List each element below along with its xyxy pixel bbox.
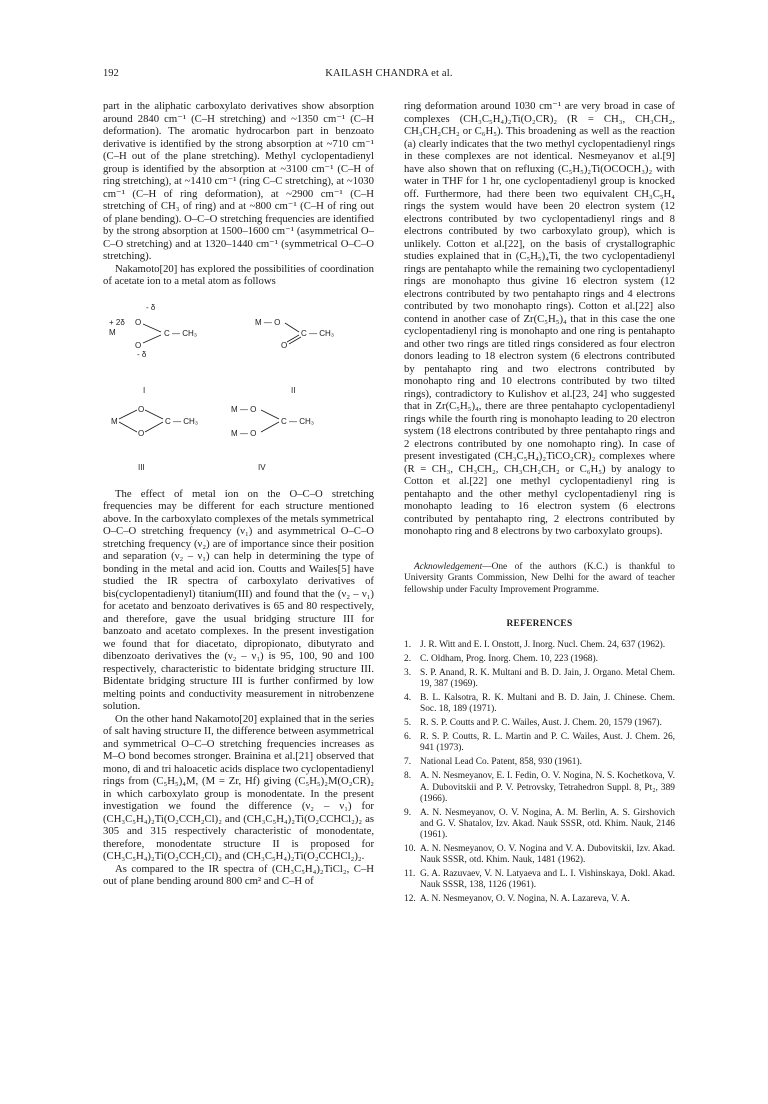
bond-o-c-bottom bbox=[143, 335, 161, 343]
reference-number: 5. bbox=[404, 718, 412, 729]
bond-m-o-top bbox=[119, 410, 137, 419]
reference-text: C. Oldham, Prog. Inorg. Chem. 10, 223 (1968). bbox=[420, 653, 598, 664]
reference-item bbox=[404, 771, 675, 804]
reference-number: 7. bbox=[404, 757, 412, 768]
reference-number: 12. bbox=[404, 894, 416, 905]
references-heading: REFERENCES bbox=[506, 619, 573, 629]
structure-ii bbox=[255, 318, 334, 395]
reference-item bbox=[404, 654, 675, 665]
acknowledgement-heading: Acknowledgement bbox=[414, 561, 483, 572]
reference-text: National Lead Co. Patent, 858, 930 (1961). bbox=[420, 757, 582, 768]
double-bond-2 bbox=[289, 337, 301, 344]
reference-item bbox=[404, 693, 675, 715]
bond-m-o-bottom bbox=[119, 422, 137, 432]
bond-o-c-top bbox=[143, 324, 161, 332]
bond-o-c-top bbox=[145, 410, 163, 419]
reference-number: 6. bbox=[404, 732, 412, 743]
structure-i bbox=[109, 303, 197, 395]
bond-o-c-top bbox=[261, 410, 279, 419]
reference-text: J. R. Witt and E. I. Onstott, J. Inorg. Nucl. Chem. 24, 637 (1962). bbox=[420, 639, 666, 650]
reference-text: S. P. Anand, R. K. Multani and B. D. Jain, J. Organo. Metal Chem. 19, 387 (1969). bbox=[420, 667, 675, 689]
numeral-iii: III bbox=[138, 462, 145, 472]
reference-number: 3. bbox=[404, 667, 412, 678]
acknowledgement-text: —One of the authors (K.C.) is thankful to University Grants Commission, New Delhi for the award of teacher fellowship under Faculty Improvement Programme. bbox=[404, 561, 675, 595]
reference-number: 9. bbox=[404, 807, 412, 818]
structure-iii bbox=[111, 405, 198, 472]
reference-number: 1. bbox=[404, 639, 412, 650]
reference-item bbox=[404, 757, 675, 768]
reference-text: R. S. P. Coutts, R. L. Martin and P. C. Wailes, Aust. J. Chem. 26, 941 (1973). bbox=[420, 732, 675, 754]
reference-text: A. N. Nesmeyanov, O. V. Nogina and V. A. Dubovitskii, Izv. Akad. Nauk SSSR, otd. Khim. Nauk, 1481 (1962). bbox=[420, 844, 675, 866]
oxygen-bottom: O bbox=[138, 428, 145, 438]
reference-number: 10. bbox=[404, 844, 416, 854]
metal-oxygen-bond: M — O bbox=[255, 317, 281, 327]
reference-item bbox=[404, 808, 675, 841]
reference-number: 11. bbox=[404, 869, 416, 880]
paragraph-nakamoto-intro: Nakamoto[20] has explored the possibilities of coordination of acetate ion to a metal atom as follows bbox=[103, 262, 374, 287]
running-head bbox=[103, 68, 675, 82]
metal-label: M bbox=[111, 416, 118, 426]
reference-number: 2. bbox=[404, 653, 412, 664]
reference-text: A. N. Nesmeyanov, O. V. Nogina, N. A. Lazareva, V. A. bbox=[420, 894, 630, 905]
acetyl-group: C — CH₃ bbox=[281, 416, 315, 426]
reference-text: A. N. Nesmeyanov, O. V. Nogina, A. M. Berlin, A. S. Girshovich and G. V. Shatalov, Izv. Akad. Nauk SSSR, otd. Khim. Nauk, 2146 (1961). bbox=[420, 807, 675, 840]
page-number: 192 bbox=[103, 68, 119, 79]
structures-diagram bbox=[103, 298, 374, 476]
left-column bbox=[103, 100, 374, 888]
reference-item bbox=[404, 732, 675, 754]
paragraph-ring-deformation: ring deformation around 1030 cm⁻¹ are very broad in case of complexes (CH₃C₅H₄)₂Ti(O₂CR)₂ (R = CH₃, CH₃CH₂, CH₃CH₂CH₂ or C₆H₅). This broadening as well as the reaction (a) clearly indicates that the two methyl cyclopentadienyl rings in these complexes are not identical. Nesmeyanov et al.[9] have also shown that on refluxing (C₅H₅)₂Ti(OCOCH₃)₂ with water in THF for 1 hr, one cyclopentadienyl group is knocked off. Furthermore, had there been two equivalent CH₃C₅H₄ rings the system would have been 20 electron system (12 electrons contributed by two cyclopentadienyl rings and 8 electrons contributed by two carboxylato group), which is unlikely. Cotton et al.[22], on the basis of crystallographic studies explained that in (C₅H₅)₄Ti, the two cyclopentadienyl rings are pentahapto while the remaining two cyclopentadienyl rings are monohapto thus givine 16 electron system (12 electrons contributed by two pentahapto rings and 4 electrons contributed by two monohapto rings). Cotton et al.[22] also contend in another case of Zr(C₅H₅)₄ that in this case the one cyclopentadienyl ring is monohapto and one ring is pentahapto and other two rings are titled rings considered as four electron donors leading to 18 electron system (6 electrons contributed by pentahapto ring and two electrons contributed by monohapto ring and 10 electrons contributed by two tilted rings), contradictory to Kulishov et al.[23, 24] who suggested that in Zr(C₅H₅)₄, there are three pentahapto cyclopentadienyl rings while the fourth ring is monohapto leading to 20 electron system (18 electrons contributed by three pentahapto rings and 2 electrons contributed by one nomohapto ring). In case of present investigated (CH₃C₅H₄)₂TiCO₂CR)₂ complexes where (R = CH₃, CH₃CH₂, CH₃CH₂CH₂ or C₆H₅) by analogy to Cotton et al.[22] one methyl cyclopentadienyl ring is pentahapto and the other methyl cyclopentadienyl ring is monohapto leading to 16 electron system (6 electrons contributed by pentahapto ring, 2 electrons contributed by monohapto ring and 8 electrons by two carboxylato groups). bbox=[404, 100, 675, 537]
acetyl-group: C — CH₃ bbox=[164, 328, 198, 338]
paragraph-ir-comparison: As compared to the IR spectra of (CH₃C₅H₄)₂TiCl₂, C–H out of plane bending around 800 cm² and C–H of bbox=[103, 862, 374, 887]
metal-label: M bbox=[109, 327, 116, 337]
metal-oxygen-bond-bottom: M — O bbox=[231, 428, 257, 438]
right-column bbox=[404, 100, 675, 908]
carbonyl-oxygen: O bbox=[281, 340, 288, 350]
bond-o-c-bottom bbox=[145, 422, 163, 432]
paragraph-ir-assignments: part in the aliphatic carboxylato derivatives show absorption around 2840 cm⁻¹ (C–H stretching) and ~1350 cm⁻¹ (C–H deformation). The aromatic hydrocarbon part in benzoato derivative is identified by the strong absorption at ~710 cm⁻¹ (C–H out of the plane stretching). Methyl cyclopentadienyl group is identified by the absorption at ~3100 cm⁻¹ (C–H of ring stretching), at ~1410 cm⁻¹ (ring C–C stretching), at ~1030 cm⁻¹ (C–H of ring deformation), at ~2900 cm⁻¹ (C–H stretching of CH₃ of ring) and at ~800 cm⁻¹ (C–H of ring out of plane bending). O–C–O stretching frequencies are identified by the strong absorption at 1500–1600 cm⁻¹ (asymmetrical O–C–O stretching) and at 1320–1440 cm⁻¹ (symmetrical O–C–O stretching). bbox=[103, 100, 374, 262]
running-head-author: KAILASH CHANDRA et al. bbox=[325, 68, 453, 79]
reference-item bbox=[404, 869, 675, 891]
references-list bbox=[404, 640, 675, 906]
reference-text: G. A. Razuvaev, V. N. Latyaeva and L. I. Vishinskaya, Dokl. Akad. Nauk SSSR, 138, 1126 (1961). bbox=[420, 869, 675, 891]
paragraph-structure-ii: On the other hand Nakamoto[20] explained that in the series of salt having structure II, the difference between asymmetrical and symmetrical O–C–O stretching frequencies increases as M–O bond becomes stronger. Brainina et al.[21] observed that mono, di and tri haloacetic acids displace two cyclopentadienyl rings from (C₅H₅)₄M, (M = Zr, Hf) giving (C₅H₅)₂M(O₂CR)₂ in which carboxylato group is monodentate. In the present investigation we found the difference (ν₂ – ν₁) for (CH₃C₅H₄)₂Ti(O₂CCH₂Cl)₂ and (CH₃C₅H₄)₂Ti(O₂CCHCl₂)₂ as 305 and 315 respectively characteristic of monodentate, therefore, monodentate structure II is proposed for (CH₃C₅H₄)₂Ti(O₂CCH₂Cl)₂ and (CH₃C₅H₄)₂Ti(O₂CCHCl₂)₂. bbox=[103, 712, 374, 862]
reference-item bbox=[404, 718, 675, 729]
bond-o-c-bottom bbox=[261, 422, 279, 432]
acetyl-group: C — CH₃ bbox=[301, 328, 335, 338]
numeral-iv: IV bbox=[258, 462, 266, 472]
charge-bottom: - δ bbox=[137, 349, 147, 359]
reference-number: 4. bbox=[404, 692, 412, 703]
reference-text: A. N. Nesmeyanov, E. I. Fedin, O. V. Nogina, N. S. Kochetkova, V. A. Dubovitskii and P. V. Petrovsky, Tetrahedron Suppl. 8, Pt₂, 389 (1966). bbox=[420, 771, 675, 804]
reference-item bbox=[404, 894, 675, 905]
oxygen-top: O bbox=[135, 317, 142, 327]
paragraph-oco-frequencies: The effect of metal ion on the O–C–O stretching frequencies may be different for each structure mentioned above. In the carboxylato complexes of the metals symmetrical O–C–O stretching frequency (ν₁) and asymmetrical O–C–O stretching frequency (ν₂) are of importance since their position and separation (ν₂ – ν₁) can help in determining the type of bonding in the metal and acid ion. Coutts and Wailes[5] have studied the IR spectra of carboxylato derivatives of bis(cyclopentadienyl) titanium(III) and found that the (ν₂ – ν₁) for acetato and benzoato derivatives is 65 and 80 respectively, and therefore, gave the usual bridging structure III for banzoato and acetato complexes. In the present investigation we found that for diacetato, dipropionato, dibutyrato and dibenzoato derivatives the (ν₂ – ν₁) is 95, 100, 90 and 100 respectively, characteristic to bidentate bridging structure III. Bidentate bridging structure III is further confirmed by low melting points and conductivity measurement in nitrobenzene solution. bbox=[103, 487, 374, 712]
double-bond-1 bbox=[287, 335, 299, 342]
numeral-i: I bbox=[143, 385, 146, 395]
reference-item bbox=[404, 668, 675, 690]
reference-number: 8. bbox=[404, 771, 412, 782]
reference-text: B. L. Kalsotra, R. K. Multani and B. D. Jain, J. Chinese. Chem. Soc. 18, 189 (1971). bbox=[420, 692, 675, 714]
acetyl-group: C — CH₃ bbox=[165, 416, 199, 426]
acetate-coordination-figure bbox=[103, 298, 374, 476]
charge-center: + 2δ bbox=[109, 317, 125, 327]
charge-top: - δ bbox=[146, 302, 156, 312]
metal-oxygen-bond-top: M — O bbox=[231, 404, 257, 414]
numeral-ii: II bbox=[291, 385, 296, 395]
oxygen-bottom: O bbox=[135, 340, 142, 350]
reference-text: R. S. P. Coutts and P. C. Wailes, Aust. J. Chem. 20, 1579 (1967). bbox=[420, 718, 662, 729]
reference-item bbox=[404, 640, 675, 651]
oxygen-top: O bbox=[138, 404, 145, 414]
structure-iv bbox=[231, 405, 314, 472]
acknowledgement bbox=[404, 562, 675, 597]
reference-item bbox=[404, 844, 675, 866]
bond-o-c bbox=[285, 323, 299, 332]
